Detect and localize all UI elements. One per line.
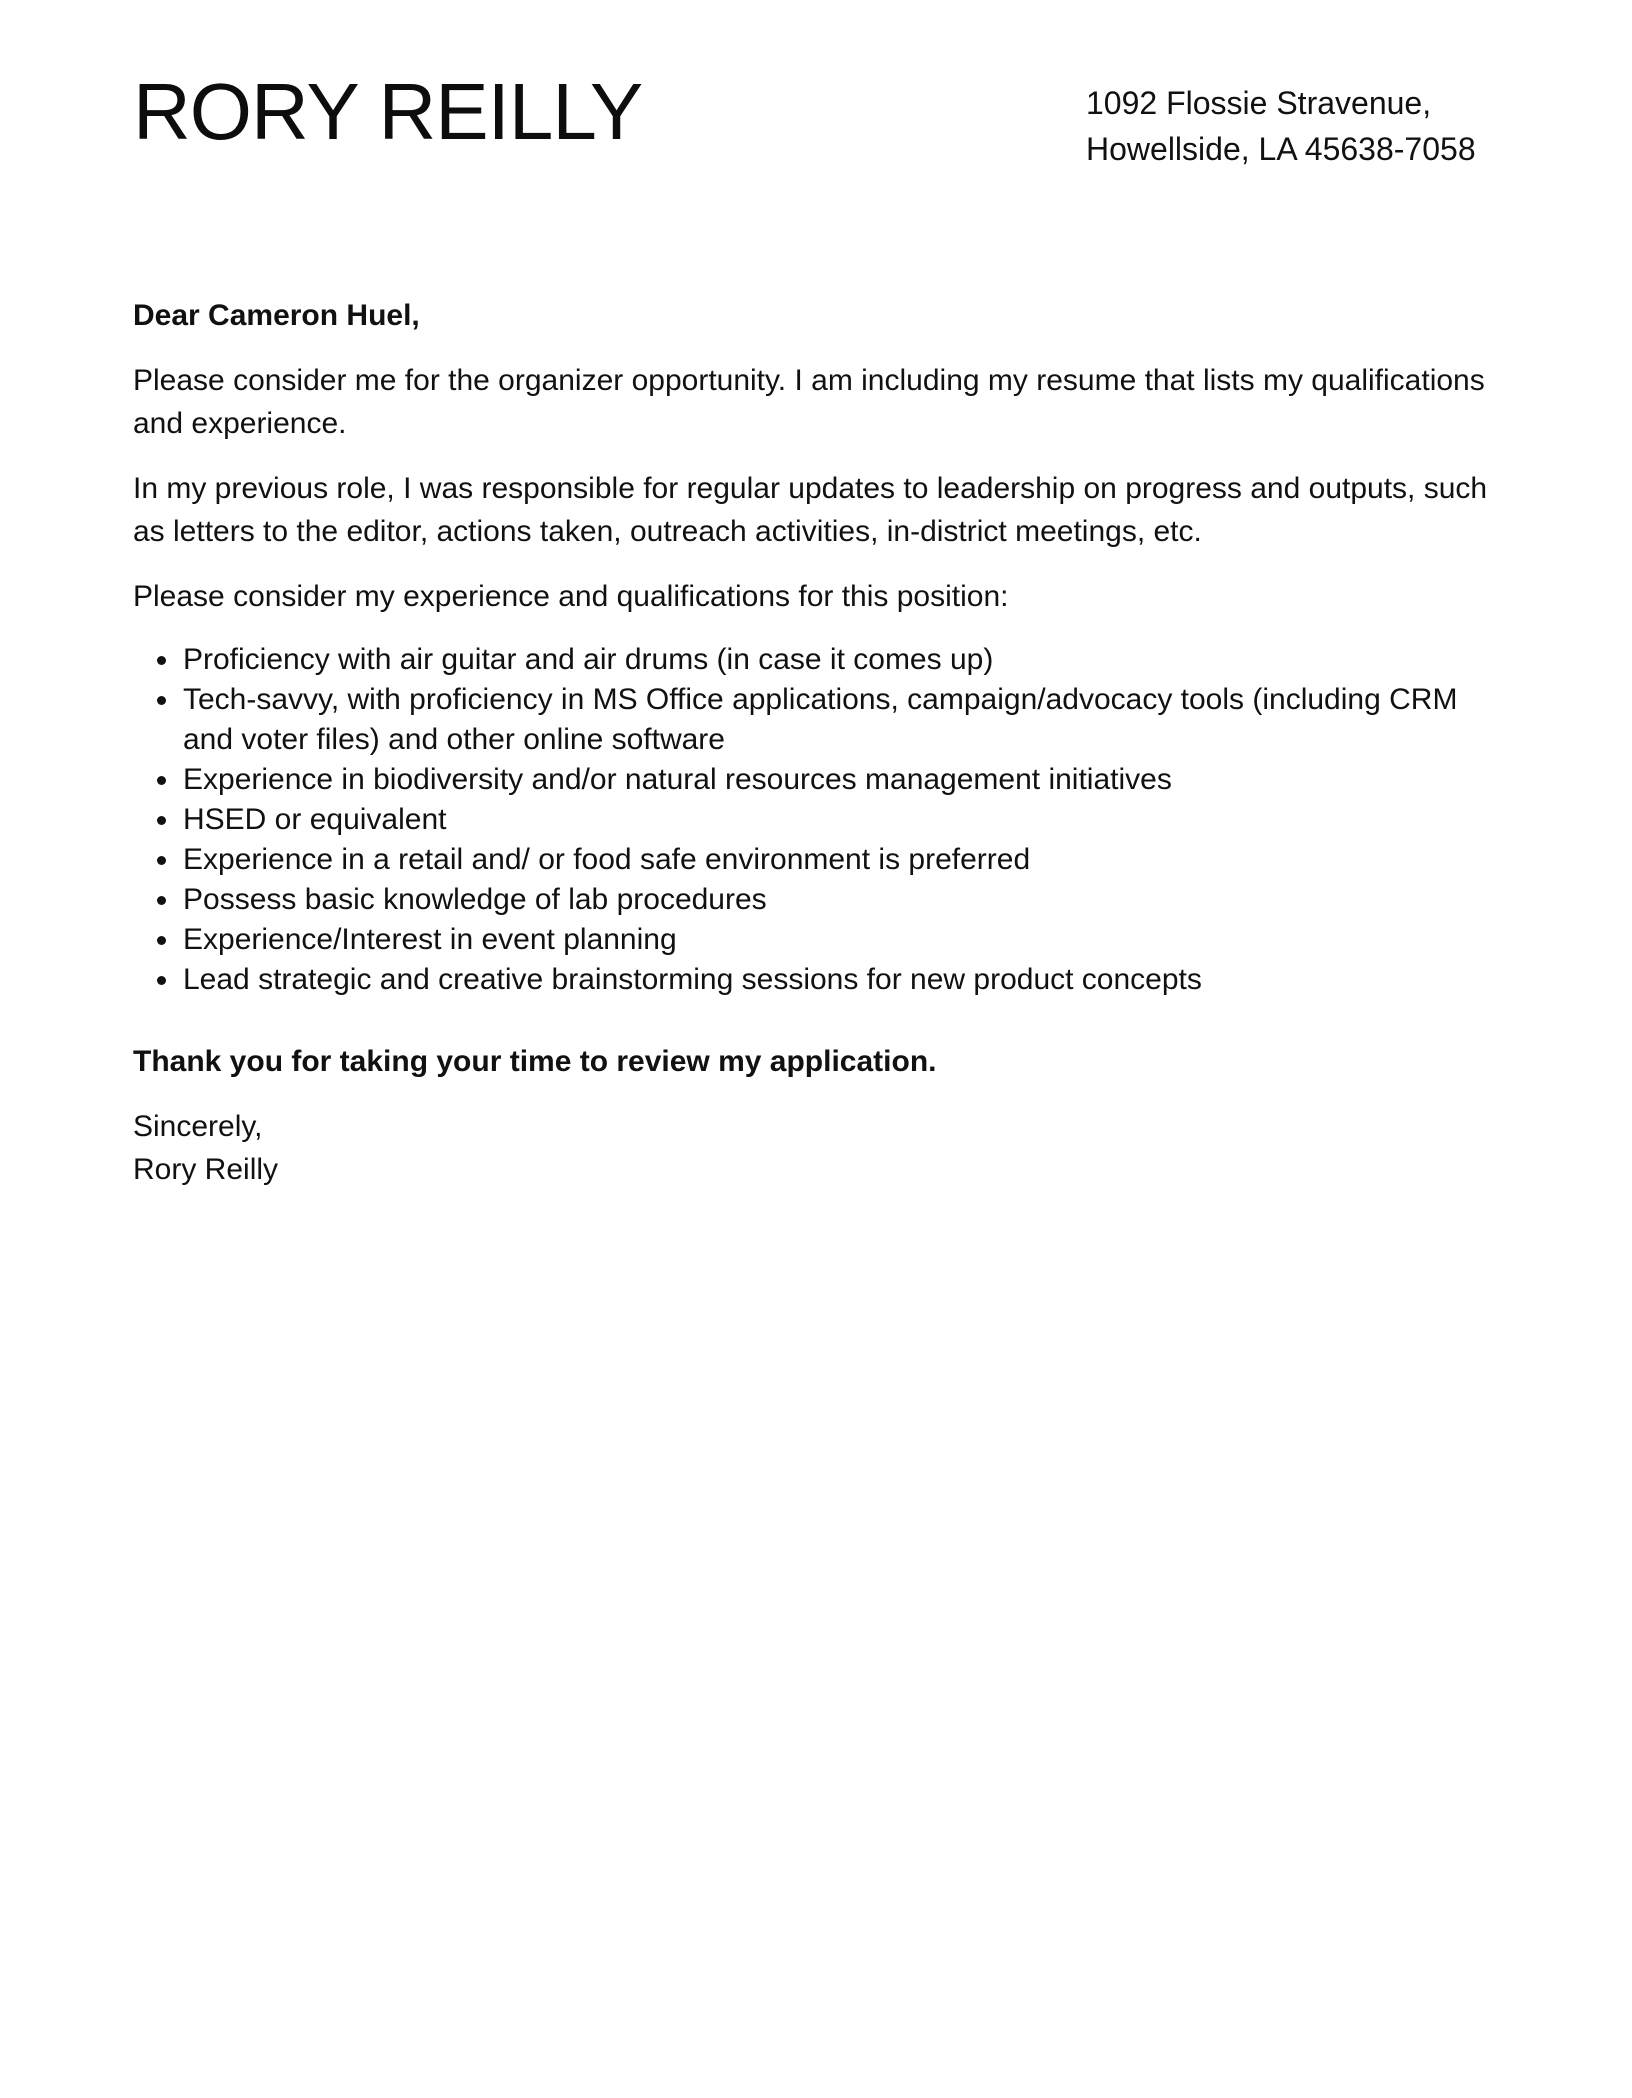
- applicant-name: RORY REILLY: [133, 67, 643, 156]
- list-item: • Lead strategic and creative brainstorming sessions for new product concepts: [181, 960, 1503, 1000]
- list-item: • Experience in biodiversity and/or natural resources management initiatives: [181, 760, 1503, 800]
- qualifications-list: [133, 640, 1503, 1000]
- list-item: • HSED or equivalent: [181, 800, 1503, 840]
- intro-paragraph: Please consider me for the organizer opportunity. I am including my resume that lists my qualifications and experience.: [133, 364, 1485, 440]
- previous-role-paragraph: In my previous role, I was responsible for regular updates to leadership on progress and outputs, such as letters to the editor, actions taken, outreach activities, in-district meetings, etc.: [133, 472, 1488, 548]
- applicant-address: [1086, 80, 1566, 172]
- list-item: • Proficiency with air guitar and air drums (in case it comes up): [181, 640, 1503, 680]
- address-line-1: 1092 Flossie Stravenue,: [1086, 85, 1432, 121]
- salutation: Dear Cameron Huel,: [133, 299, 420, 332]
- address-line-2: Howellside, LA 45638-7058: [1086, 131, 1476, 167]
- letter-body: [133, 294, 1503, 1191]
- list-item: • Possess basic knowledge of lab procedures: [181, 880, 1503, 920]
- list-item: • Experience/Interest in event planning: [181, 920, 1503, 960]
- signoff-block: [133, 1105, 1503, 1191]
- list-item: • Tech-savvy, with proficiency in MS Office applications, campaign/advocacy tools (including CRM and voter files) and other online software: [181, 680, 1503, 760]
- qualifications-intro: Please consider my experience and qualifications for this position:: [133, 580, 1009, 613]
- list-item: • Experience in a retail and/ or food safe environment is preferred: [181, 840, 1503, 880]
- closing-statement: Thank you for taking your time to review my application.: [133, 1045, 937, 1078]
- signoff: Sincerely,: [133, 1110, 263, 1143]
- signature-name: Rory Reilly: [133, 1153, 279, 1186]
